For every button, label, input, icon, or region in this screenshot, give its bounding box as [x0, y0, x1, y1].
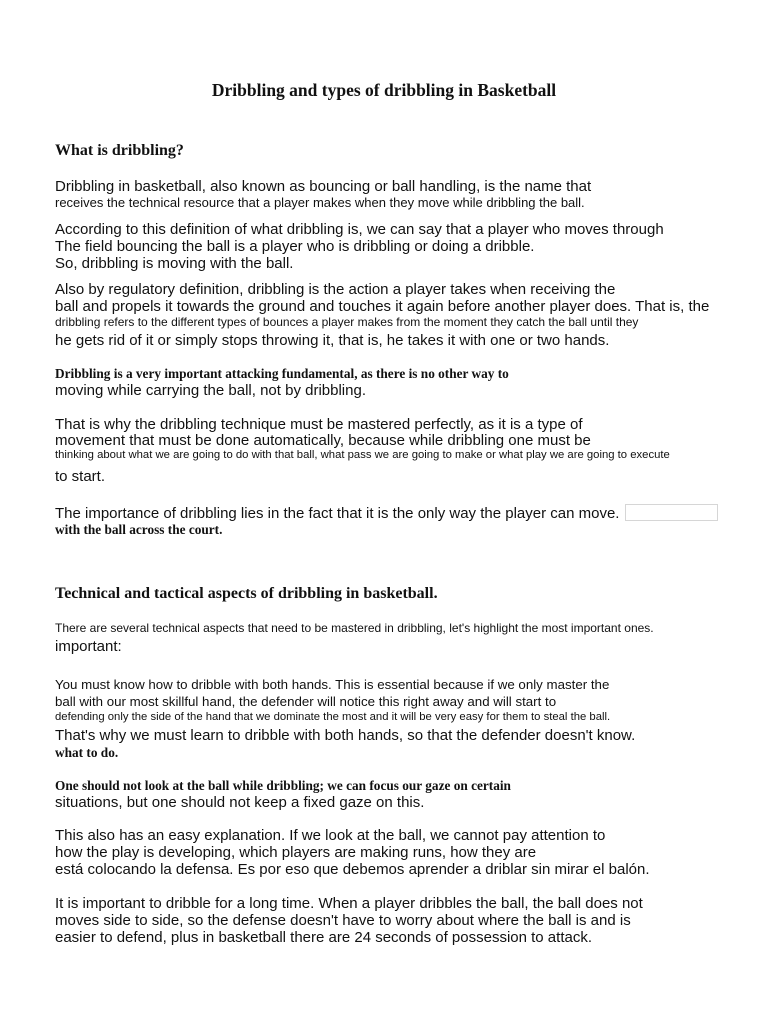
text-line: situations, but one should not keep a fixed gaze on this. — [55, 794, 425, 811]
text-line: So, dribbling is moving with the ball. — [55, 255, 294, 272]
text-line: ball and propels it towards the ground and touches it again before another player does. That is, the — [55, 298, 710, 315]
text-line: There are several technical aspects that need to be mastered in dribbling, let's highlight the most important ones. — [55, 621, 654, 635]
empty-text-box — [625, 504, 718, 521]
text-line: moves side to side, so the defense doesn't have to worry about where the ball is and is — [55, 912, 631, 929]
text-line: You must know how to dribble with both hands. This is essential because if we only master the — [55, 677, 610, 692]
section-heading-technical-aspects: Technical and tactical aspects of dribbling in basketball. — [55, 585, 438, 602]
text-line: The field bouncing the ball is a player who is dribbling or doing a dribble. — [55, 238, 535, 255]
text-line: important: — [55, 638, 122, 655]
text-line: está colocando la defensa. Es por eso que debemos aprender a driblar sin mirar el balón. — [55, 861, 650, 878]
text-line: easier to defend, plus in basketball there are 24 seconds of possession to attack. — [55, 929, 592, 946]
text-line: moving while carrying the ball, not by dribbling. — [55, 382, 366, 399]
text-line-bold: Dribbling is a very important attacking fundamental, as there is no other way to — [55, 366, 509, 381]
text-line: how the play is developing, which players are making runs, how they are — [55, 844, 537, 861]
text-line: ball with our most skillful hand, the defender will notice this right away and will start to — [55, 694, 557, 709]
text-line-bold: One should not look at the ball while dribbling; we can focus our gaze on certain — [55, 778, 511, 793]
section-heading-what-is-dribbling: What is dribbling? — [55, 142, 184, 159]
text-line: he gets rid of it or simply stops throwing it, that is, he takes it with one or two hands. — [55, 332, 610, 349]
document-title: Dribbling and types of dribbling in Basketball — [211, 80, 557, 100]
text-line: It is important to dribble for a long time. When a player dribbles the ball, the ball does not — [55, 895, 643, 912]
text-line: dribbling refers to the different types of bounces a player makes from the moment they catch the ball until they — [55, 315, 639, 329]
text-line: The importance of dribbling lies in the fact that it is the only way the player can move. — [55, 505, 620, 522]
text-line-bold: what to do. — [55, 745, 119, 760]
text-line: That's why we must learn to dribble with both hands, so that the defender doesn't know. — [55, 727, 636, 744]
text-line-bold: with the ball across the court. — [55, 522, 223, 537]
text-line: receives the technical resource that a player makes when they move while dribbling the ball. — [55, 195, 585, 210]
text-line: Also by regulatory definition, dribbling is the action a player takes when receiving the — [55, 281, 616, 298]
text-line: Dribbling in basketball, also known as bouncing or ball handling, is the name that — [55, 178, 592, 195]
text-line: That is why the dribbling technique must be mastered perfectly, as it is a type of — [55, 416, 583, 433]
text-line: movement that must be done automatically, because while dribbling one must be — [55, 432, 591, 449]
text-line: thinking about what we are going to do with that ball, what pass we are going to make or what play we are going to execute — [55, 449, 670, 461]
text-line: According to this definition of what dribbling is, we can say that a player who moves through — [55, 221, 664, 238]
text-line: defending only the side of the hand that we dominate the most and it will be very easy for them to steal the ball. — [55, 711, 611, 723]
text-line: This also has an easy explanation. If we look at the ball, we cannot pay attention to — [55, 827, 606, 844]
text-line: to start. — [55, 468, 106, 485]
